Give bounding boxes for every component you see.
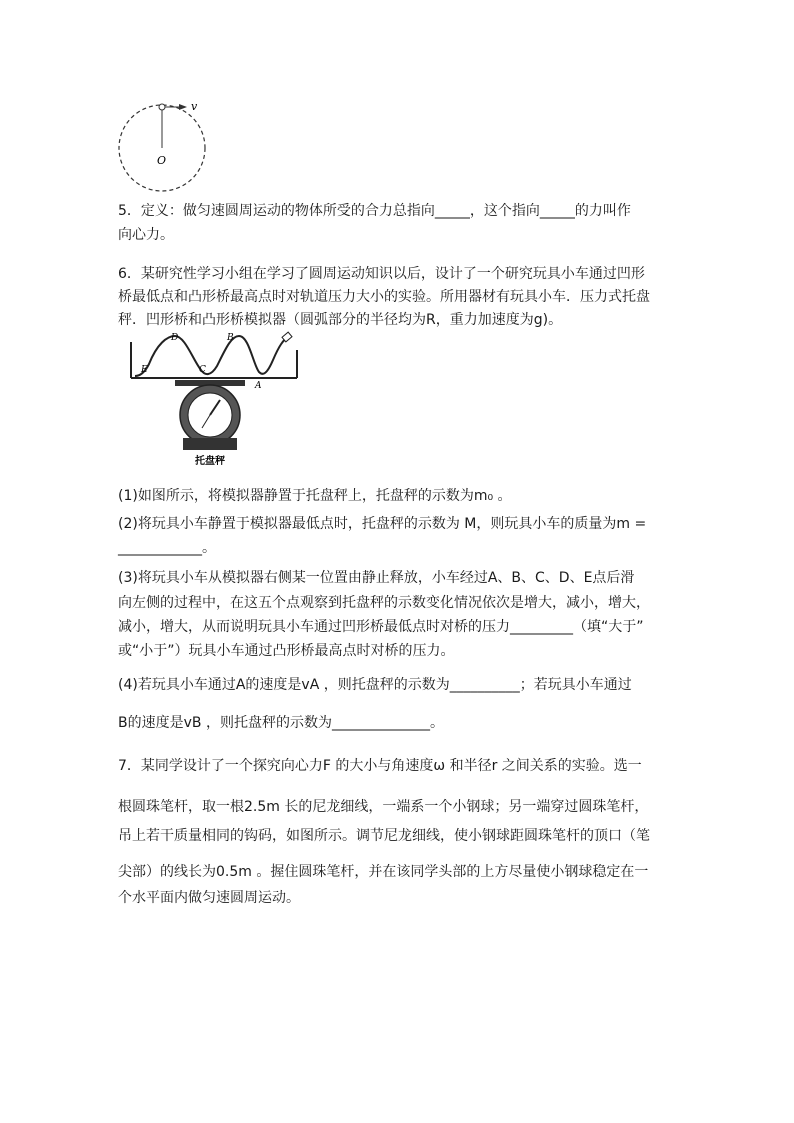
q7-line-4: 尖部）的线长为0.5m 。握住圆珠笔杆，并在该同学头部的上方尽量使小钢球稳定在一: [118, 864, 649, 880]
circular-motion-figure: [115, 95, 215, 195]
q6-intro-1: 6．某研究性学习小组在学习了圆周运动知识以后，设计了一个研究玩具小车通过凹形: [118, 266, 645, 282]
q7-line-5: 个水平面内做匀速圆周运动。: [118, 890, 300, 906]
velocity-label: v: [191, 100, 198, 113]
q6-part-3-line-1: (3)将玩具小车从模拟器右侧某一位置由静止释放，小车经过A、B、C、D、E点后滑: [118, 570, 635, 586]
q6-part-1: (1)如图所示，将模拟器静置于托盘秤上，托盘秤的示数为m₀ 。: [118, 488, 512, 504]
point-E-label: E: [141, 365, 148, 375]
point-C-label: C: [199, 365, 206, 375]
point-B-label: B: [227, 333, 234, 343]
q6-part-4-line-2: B的速度是vB ，则托盘秤的示数为______________。: [118, 715, 444, 731]
q7-line-2: 根圆珠笔杆，取一根2.5m 长的尼龙细线，一端系一个小钢球；另一端穿过圆珠笔杆，: [118, 799, 649, 815]
q6-part-3-line-2: 向左侧的过程中，在这五个点观察到托盘秤的示数变化情况依次是增大，减小，增大，: [118, 595, 650, 611]
q6-part-4-line-1: (4)若玩具小车通过A的速度是vA ，则托盘秤的示数为__________；若玩具小车通过: [118, 677, 632, 693]
q6-part-3-line-3: 减小，增大，从而说明玩具小车通过凹形桥最低点时对桥的压力_________（填“大于”: [118, 619, 644, 635]
bridge-scale-figure: [125, 330, 305, 470]
point-A-label: A: [255, 381, 262, 391]
q5-line-1: 5．定义：做匀速圆周运动的物体所受的合力总指向_____，这个指向_____的力叫作: [118, 203, 631, 219]
q6-intro-3: 秤．凹形桥和凸形桥模拟器（圆弧部分的半径均为R，重力加速度为g)。: [118, 312, 563, 328]
q7-line-3: 吊上若干质量相同的钩码，如图所示。调节尼龙细线，使小钢球距圆珠笔杆的顶口（笔: [118, 828, 650, 844]
q7-line-1: 7．某同学设计了一个探究向心力F 的大小与角速度ω 和半径r 之间关系的实验。选一: [118, 758, 642, 774]
scale-caption: 托盘秤: [195, 456, 225, 467]
q6-part-2-line-2: ____________。: [118, 540, 216, 556]
q6-part-2-line-1: (2)将玩具小车静置于模拟器最低点时，托盘秤的示数为 M，则玩具小车的质量为m =: [118, 516, 647, 532]
q5-line-2: 向心力。: [118, 227, 174, 243]
point-D-label: D: [171, 333, 179, 343]
center-label: O: [157, 154, 167, 167]
q6-intro-2: 桥最低点和凸形桥最高点时对轨道压力大小的实验。所用器材有玩具小车．压力式托盘: [118, 289, 650, 305]
q6-part-3-line-4: 或“小于”）玩具小车通过凸形桥最高点时对桥的压力。: [118, 643, 455, 659]
